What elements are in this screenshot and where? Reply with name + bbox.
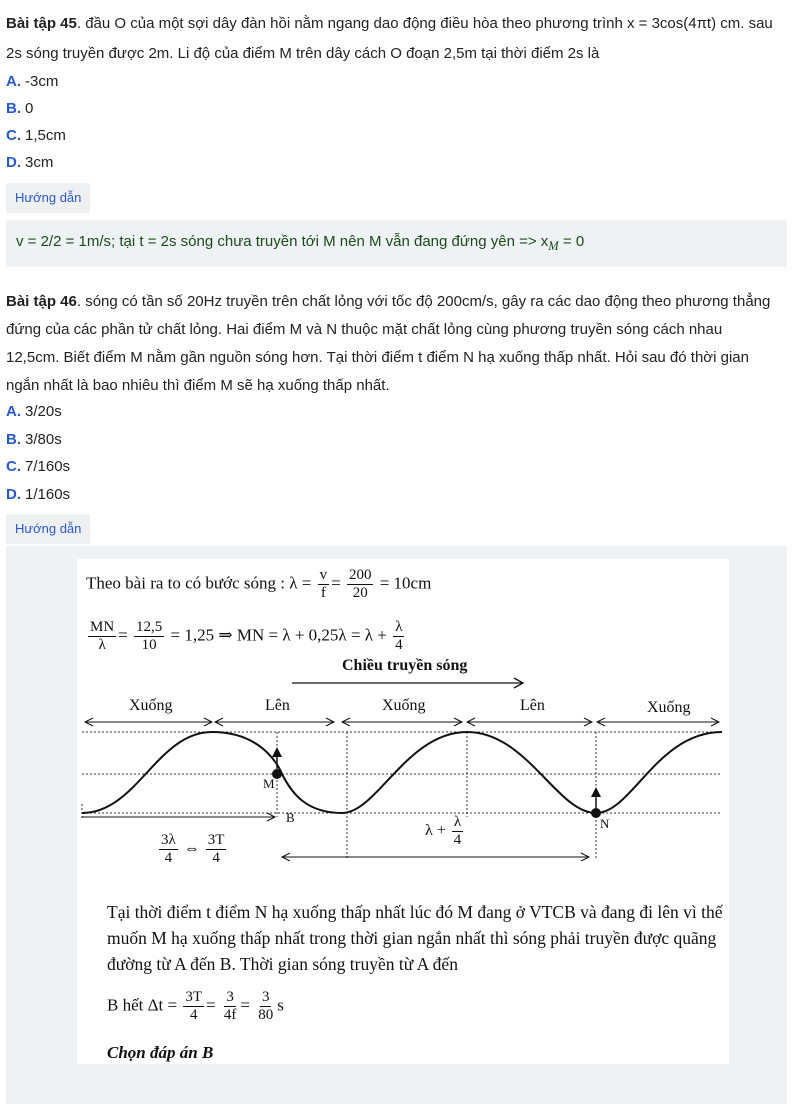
q45-line1: . đầu O của một sợi dây đàn hồi nằm ngang dao động điều hòa theo phương trình x = 3cos(4πt) cm. sau [76, 15, 773, 32]
q45-option-d: D. 3cm [6, 154, 54, 171]
q46-option-b: B. 3/80s [6, 431, 62, 448]
q46-option-c: C. 7/160s [6, 458, 71, 475]
q46-text-line3: 12,5cm. Biết điểm M nằm gần nguồn sóng hơn. Tại thời điểm t điểm N hạ xuống thấp nhất. Hỏi sau đó thời gian [6, 349, 749, 366]
q46-text-line4: ngắn nhất là bao nhiêu thì điểm M sẽ hạ xuống thấp nhất. [6, 377, 390, 394]
q46-answer-box [6, 546, 787, 1104]
q45-guide-button[interactable]: Hướng dẫn [6, 183, 90, 213]
q45-option-b: B. 0 [6, 100, 34, 117]
segment-arrows [85, 718, 719, 726]
direction-label: Chiều truyền sóng [342, 657, 468, 674]
q45-text-line2: 2s sóng truyền được 2m. Li độ của điểm M trên dây cách O đoạn 2,5m tại thời điểm 2s là [6, 45, 600, 62]
label-len-1: Lên [265, 697, 290, 714]
q45-option-c: C. 1,5cm [6, 127, 66, 144]
q45-label: Bài tập 45 [6, 15, 77, 32]
right-formula: λ + $\frac{\lambda}{4}$ [425, 814, 462, 848]
label-xuong-2: Xuống [382, 697, 426, 714]
q46-text: Bài tập 46. sóng có tần số 20Hz truyền trên chất lỏng với tốc độ 200cm/s, gây ra các dao động theo phương thẳng [6, 293, 771, 310]
point-m-label: M [263, 776, 275, 791]
q45-answer-box [6, 220, 787, 267]
point-n-label: N [600, 816, 610, 831]
q46-option-a: A. 3/20s [6, 403, 62, 420]
point-b-label: B [286, 810, 295, 825]
label-xuong-1: Xuống [129, 697, 173, 714]
solution-conclusion: Chọn đáp án B [107, 1043, 214, 1062]
solution-explanation: Tại thời điểm t điểm N hạ xuống thấp nhất lúc đó M đang ở VTCB và đang đi lên vì thế muốn M hạ xuống thấp nhất trong thời gian ngắn nhất thì sóng phải truyền được quãng đường từ A đến B. Thời gian sóng truyền từ A đến [107, 902, 723, 974]
solution-line-mn: $\frac{MN}{\lambda}$ = $\frac{12,5}{10}$ = 1,25 ⇒ MN = λ + 0,25λ = λ + $\frac{\lambda}{4}$ [90, 619, 403, 653]
q45-option-a: A. -3cm [6, 73, 59, 90]
label-xuong-3: Xuống [647, 699, 691, 716]
solution-line-time: B hết Δt = $\frac{3T}{4}$ = $\frac{3}{4f}$ = $\frac{3}{80}$ s [107, 989, 284, 1023]
q45-text [6, 10, 786, 38]
label-len-2: Lên [520, 697, 545, 714]
q45-answer: v = 2/2 = 1m/s; tại t = 2s sóng chưa truyền tới M nên M vẫn đang đứng yên => $x_M = 0$ [16, 233, 585, 253]
left-formula: $\frac{3\lambda}{4}$ ⇔ $\frac{3T}{4}$ [161, 832, 225, 866]
q46-option-d: D. 1/160s [6, 486, 71, 503]
q46-guide-button[interactable]: Hướng dẫn [6, 514, 90, 544]
solution-line-wavelength: Theo bài ra to có bước sóng : λ = $\frac{v}{f}$ = $\frac{200}{20}$ = 10cm [86, 567, 432, 601]
wave-curve [82, 732, 722, 813]
solution-image [77, 559, 729, 1064]
q46-label: Bài tập 46 [6, 293, 77, 310]
q46-text-line2: đứng của các phần tử chất lỏng. Hai điểm M và N thuộc mặt chất lỏng cùng phương truyền sóng cách nhau [6, 321, 723, 338]
